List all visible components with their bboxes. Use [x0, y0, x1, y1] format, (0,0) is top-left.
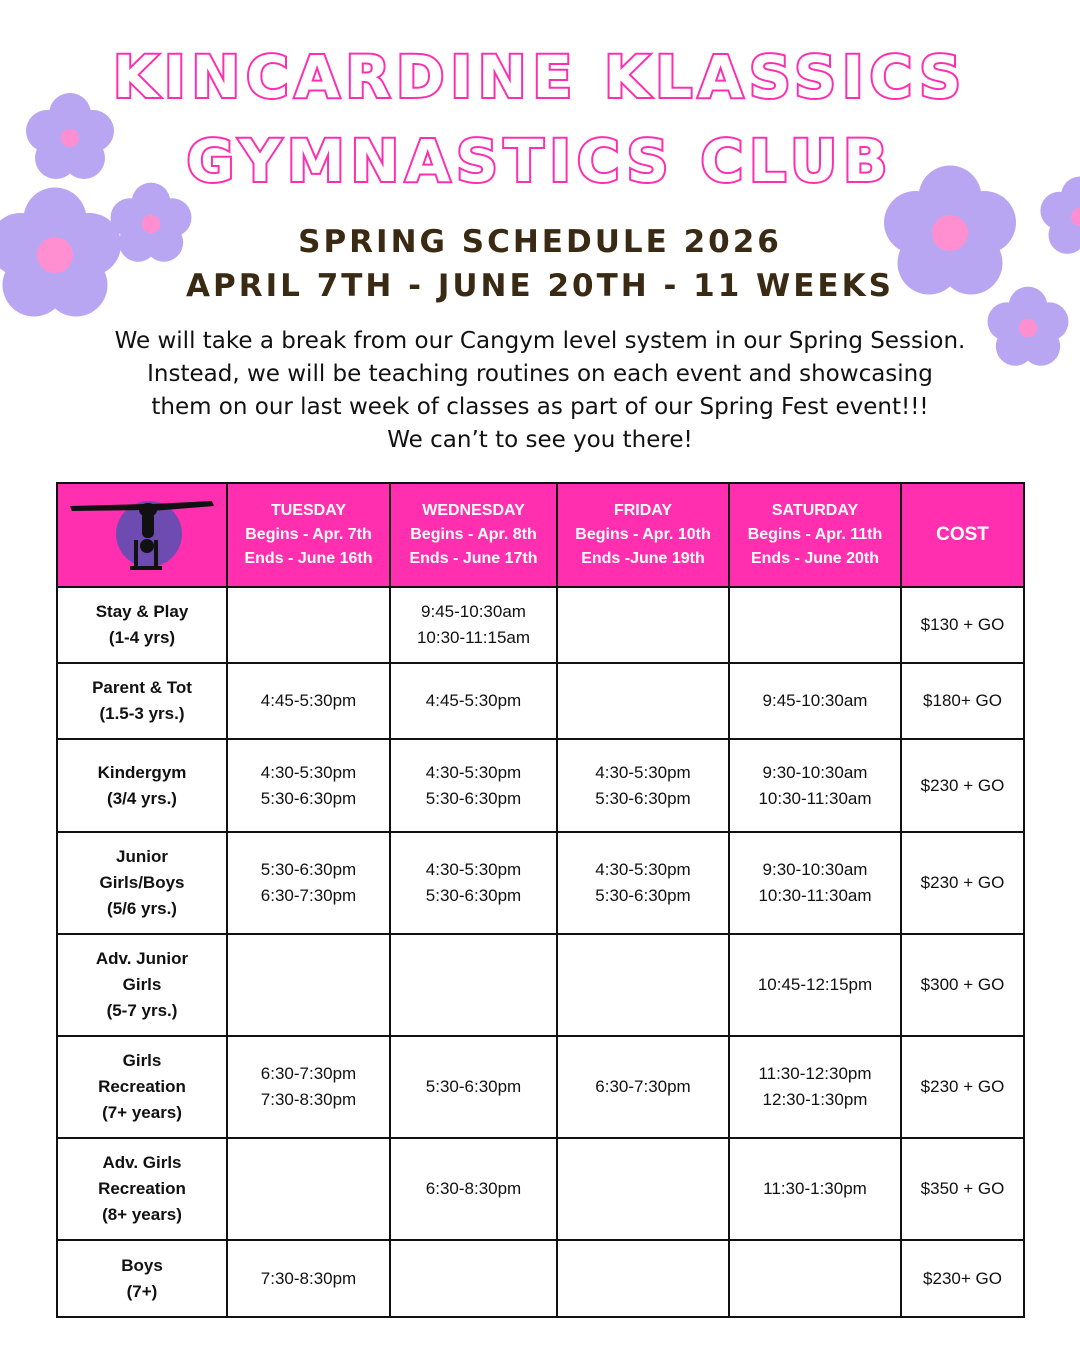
- class-name-cell: Girls Recreation (7+ years): [57, 1036, 227, 1138]
- header-saturday: SATURDAY Begins - Apr. 11th Ends - June 20th: [729, 483, 901, 587]
- schedule-title: SPRING SCHEDULE 2026: [298, 224, 782, 260]
- class-name-cell: Parent & Tot (1.5-3 yrs.): [57, 663, 227, 739]
- table-header-row: [57, 483, 1024, 587]
- header-tuesday: TUESDAY Begins - Apr. 7th Ends - June 16th: [227, 483, 390, 587]
- table-row: [57, 1036, 1024, 1138]
- tuesday-cell: [227, 1138, 390, 1240]
- wednesday-cell: 4:30-5:30pm 5:30-6:30pm: [390, 832, 557, 934]
- tuesday-cell: 4:30-5:30pm 5:30-6:30pm: [227, 739, 390, 832]
- table-row: [57, 832, 1024, 934]
- schedule-dates: APRIL 7TH - JUNE 20TH - 11 WEEKS: [186, 268, 894, 304]
- friday-cell: [557, 587, 729, 663]
- table-row: [57, 1138, 1024, 1240]
- saturday-cell: 9:30-10:30am 10:30-11:30am: [729, 832, 901, 934]
- saturday-cell: [729, 1240, 901, 1317]
- tuesday-cell: 4:45-5:30pm: [227, 663, 390, 739]
- table-row: [57, 934, 1024, 1036]
- club-title-line-1: KINCARDINE KLASSICS: [113, 43, 967, 111]
- class-name-cell: Boys (7+): [57, 1240, 227, 1317]
- schedule-table: [56, 482, 1025, 1318]
- wednesday-cell: 4:30-5:30pm 5:30-6:30pm: [390, 739, 557, 832]
- friday-cell: 4:30-5:30pm 5:30-6:30pm: [557, 739, 729, 832]
- wednesday-cell: [390, 1240, 557, 1317]
- intro-line: Instead, we will be teaching routines on each event and showcasing: [147, 361, 933, 387]
- table-row: [57, 663, 1024, 739]
- saturday-cell: 11:30-12:30pm 12:30-1:30pm: [729, 1036, 901, 1138]
- wednesday-cell: [390, 934, 557, 1036]
- header-cost: COST: [901, 483, 1024, 587]
- friday-cell: [557, 1240, 729, 1317]
- saturday-cell: 9:45-10:30am: [729, 663, 901, 739]
- table-row: [57, 587, 1024, 663]
- friday-cell: 4:30-5:30pm 5:30-6:30pm: [557, 832, 729, 934]
- table-row: [57, 739, 1024, 832]
- wednesday-cell: 6:30-8:30pm: [390, 1138, 557, 1240]
- wednesday-cell: 9:45-10:30am 10:30-11:15am: [390, 587, 557, 663]
- intro-paragraph: [60, 325, 1020, 457]
- club-title-line-2: GYMNASTICS CLUB: [186, 127, 894, 195]
- tuesday-cell: 7:30-8:30pm: [227, 1240, 390, 1317]
- saturday-cell: [729, 587, 901, 663]
- gymnast-logo: [57, 483, 227, 587]
- class-name-cell: Stay & Play (1-4 yrs): [57, 587, 227, 663]
- friday-cell: 6:30-7:30pm: [557, 1036, 729, 1138]
- intro-line: We will take a break from our Cangym level system in our Spring Session.: [114, 328, 966, 354]
- intro-line: them on our last week of classes as part of our Spring Fest event!!!: [151, 394, 929, 420]
- tuesday-cell: [227, 587, 390, 663]
- tuesday-cell: [227, 934, 390, 1036]
- friday-cell: [557, 934, 729, 1036]
- class-name-cell: Adv. Junior Girls (5-7 yrs.): [57, 934, 227, 1036]
- cost-cell: $180+ GO: [901, 663, 1024, 739]
- tuesday-cell: 6:30-7:30pm 7:30-8:30pm: [227, 1036, 390, 1138]
- class-name-cell: Adv. Girls Recreation (8+ years): [57, 1138, 227, 1240]
- cost-cell: $130 + GO: [901, 587, 1024, 663]
- wednesday-cell: 4:45-5:30pm: [390, 663, 557, 739]
- cost-cell: $230+ GO: [901, 1240, 1024, 1317]
- saturday-cell: 10:45-12:15pm: [729, 934, 901, 1036]
- friday-cell: [557, 1138, 729, 1240]
- class-name-cell: Kindergym (3/4 yrs.): [57, 739, 227, 832]
- saturday-cell: 11:30-1:30pm: [729, 1138, 901, 1240]
- class-name-cell: Junior Girls/Boys (5/6 yrs.): [57, 832, 227, 934]
- cost-cell: $300 + GO: [901, 934, 1024, 1036]
- tuesday-cell: 5:30-6:30pm 6:30-7:30pm: [227, 832, 390, 934]
- cost-cell: $230 + GO: [901, 1036, 1024, 1138]
- cost-cell: $230 + GO: [901, 739, 1024, 832]
- intro-line: We can’t to see you there!: [387, 427, 693, 453]
- friday-cell: [557, 663, 729, 739]
- saturday-cell: 9:30-10:30am 10:30-11:30am: [729, 739, 901, 832]
- cost-cell: $230 + GO: [901, 832, 1024, 934]
- cost-cell: $350 + GO: [901, 1138, 1024, 1240]
- header-wednesday: WEDNESDAY Begins - Apr. 8th Ends - June 17th: [390, 483, 557, 587]
- gymnast-handstand-icon: [62, 484, 222, 578]
- wednesday-cell: 5:30-6:30pm: [390, 1036, 557, 1138]
- table-row: [57, 1240, 1024, 1317]
- header-friday: FRIDAY Begins - Apr. 10th Ends -June 19th: [557, 483, 729, 587]
